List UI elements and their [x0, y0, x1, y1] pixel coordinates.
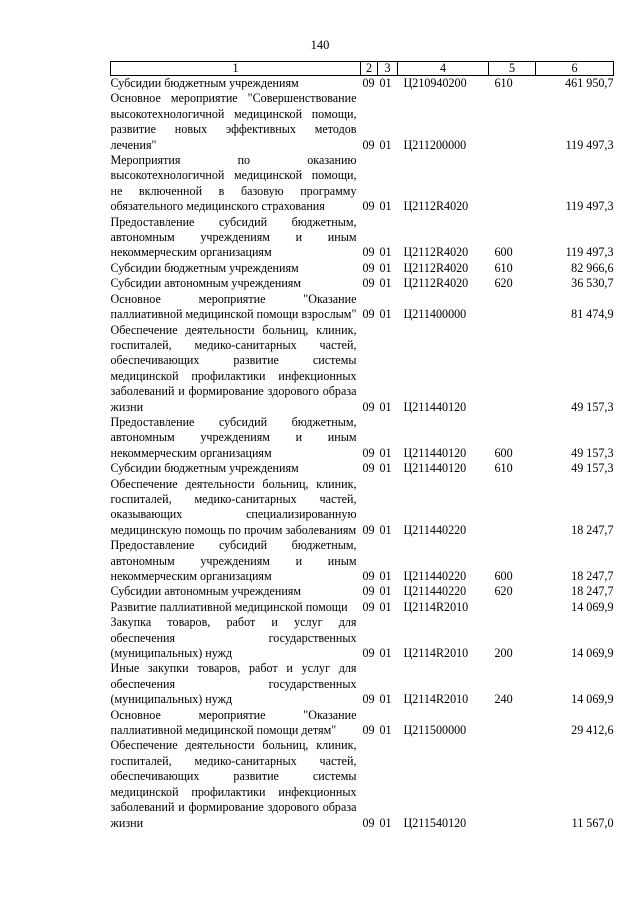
row-subsection-cell: 01: [379, 569, 392, 583]
table-row: [111, 538, 614, 584]
table-row: [111, 600, 614, 615]
row-expense-type-cell: [489, 708, 536, 739]
row-expense-type-cell: 200: [494, 646, 513, 661]
header-cell-expense-type: 5: [489, 62, 536, 76]
row-target-cell: Ц211200000: [403, 137, 467, 152]
row-subsection-cell: 01: [379, 76, 392, 90]
row-subsection-cell: 01: [379, 522, 392, 537]
row-subsection-cell: 01: [379, 399, 392, 414]
row-subsection-cell: 01: [379, 646, 392, 661]
row-target-cell: Ц2112R4020: [403, 199, 469, 214]
row-expense-type-cell: [489, 477, 536, 539]
row-expense-type-cell: 600: [494, 245, 513, 260]
row-amount-cell: 49 157,3: [571, 445, 614, 460]
row-amount-cell: 119 497,3: [565, 245, 614, 260]
row-name-cell: Субсидии автономным учреждениям: [110, 584, 302, 599]
row-amount-cell: 18 247,7: [571, 522, 614, 537]
row-section-cell: 09: [362, 137, 375, 152]
row-section-cell: 09: [362, 815, 375, 830]
row-subsection-cell: 01: [379, 815, 392, 830]
row-name-cell: Основное мероприятие "Оказание паллиативной медицинской помощи взрослым": [110, 291, 357, 322]
row-subsection-cell: 01: [379, 445, 392, 460]
row-expense-type-cell: 620: [494, 276, 513, 291]
table-row: [111, 415, 614, 461]
header-cell-amount: 6: [536, 62, 614, 76]
row-expense-type-cell: [489, 323, 536, 415]
row-subsection-cell: 01: [379, 276, 392, 291]
row-target-cell: Ц211440220: [403, 569, 467, 583]
row-section-cell: 09: [362, 76, 375, 90]
row-subsection-cell: 01: [379, 723, 392, 738]
row-section-cell: 09: [362, 399, 375, 414]
table-row: [111, 153, 614, 215]
row-expense-type-cell: 240: [494, 692, 513, 707]
row-target-cell: Ц211440120: [403, 461, 467, 476]
row-name-cell: Субсидии автономным учреждениям: [110, 276, 302, 291]
row-expense-type-cell: [489, 292, 536, 323]
header-cell-subsection: 3: [378, 62, 398, 76]
row-amount-cell: 81 474,9: [571, 307, 614, 322]
table-row: [111, 584, 614, 599]
row-subsection-cell: 01: [379, 599, 392, 614]
row-expense-type-cell: 610: [494, 76, 513, 90]
table-row: [111, 323, 614, 415]
row-section-cell: 09: [362, 445, 375, 460]
row-target-cell: Ц2114R2010: [403, 599, 469, 614]
row-target-cell: Ц2114R2010: [403, 646, 469, 661]
row-target-cell: Ц211400000: [403, 307, 467, 322]
row-name-cell: Развитие паллиативной медицинской помощи: [110, 599, 348, 614]
row-name-cell: Иные закупки товаров, работ и услуг для обеспечения государственных (муниципальных) нужд: [110, 661, 357, 707]
row-subsection-cell: 01: [379, 461, 392, 476]
row-target-cell: Ц211540120: [403, 815, 467, 830]
row-name-cell: Субсидии бюджетным учреждениям: [110, 260, 299, 275]
row-amount-cell: 36 530,7: [571, 276, 614, 291]
row-section-cell: 09: [362, 199, 375, 214]
row-amount-cell: 461 950,7: [565, 76, 614, 90]
row-target-cell: Ц211440220: [403, 522, 467, 537]
budget-table: [110, 61, 614, 831]
row-expense-type-cell: [489, 153, 536, 215]
table-row: [111, 708, 614, 739]
row-amount-cell: 29 412,6: [571, 723, 614, 738]
page-number: 140: [310, 38, 330, 52]
row-target-cell: Ц211500000: [403, 723, 467, 738]
row-subsection-cell: 01: [379, 245, 392, 260]
row-name-cell: Предоставление субсидий бюджетным, автономным учреждениям и иным некоммерческим организациям: [110, 414, 357, 460]
row-target-cell: Ц211440120: [403, 445, 467, 460]
row-amount-cell: 14 069,9: [571, 599, 614, 614]
table-row: [111, 261, 614, 276]
table-row: [111, 91, 614, 153]
row-expense-type-cell: 600: [494, 445, 513, 460]
table-row: [111, 461, 614, 476]
row-amount-cell: 18 247,7: [571, 584, 614, 599]
row-name-cell: Обеспечение деятельности больниц, клиник, госпиталей, медико-санитарных частей, обеспечивающих развитие системы медицинской профилактики инфекционных заболеваний и формирование здорового образа жизни: [110, 322, 357, 414]
table-row: [111, 276, 614, 291]
table-row: [111, 615, 614, 661]
row-amount-cell: 49 157,3: [571, 461, 614, 476]
row-section-cell: 09: [362, 522, 375, 537]
row-expense-type-cell: 620: [494, 584, 513, 599]
header-row: [111, 62, 614, 76]
row-name-cell: Закупка товаров, работ и услуг для обеспечения государственных (муниципальных) нужд: [110, 615, 357, 661]
row-expense-type-cell: 600: [494, 569, 513, 583]
row-target-cell: Ц2114R2010: [403, 692, 469, 707]
row-target-cell: Ц2112R4020: [403, 276, 469, 291]
header-cell-section: 2: [361, 62, 378, 76]
row-subsection-cell: 01: [379, 199, 392, 214]
row-name-cell: Предоставление субсидий бюджетным, автономным учреждениям и иным некоммерческим организациям: [110, 214, 357, 260]
row-section-cell: 09: [362, 723, 375, 738]
row-expense-type-cell: [489, 600, 536, 615]
table-row: [111, 661, 614, 707]
row-subsection-cell: 01: [379, 260, 392, 275]
row-name-cell: Субсидии бюджетным учреждениям: [110, 461, 299, 476]
table-row: [111, 215, 614, 261]
row-target-cell: Ц210940200: [403, 76, 467, 90]
row-target-cell: Ц2112R4020: [403, 260, 469, 275]
row-section-cell: 09: [362, 584, 375, 599]
row-section-cell: 09: [362, 569, 375, 583]
table-row: [111, 738, 614, 830]
row-target-cell: Ц211440120: [403, 399, 467, 414]
table-row: [111, 292, 614, 323]
row-amount-cell: 11 567,0: [571, 815, 614, 830]
table-header: [111, 62, 614, 76]
header-cell-name: 1: [111, 62, 361, 76]
row-section-cell: 09: [362, 646, 375, 661]
row-section-cell: 09: [362, 276, 375, 291]
row-target-cell: Ц211440220: [403, 584, 467, 599]
row-amount-cell: 119 497,3: [565, 137, 614, 152]
row-amount-cell: 119 497,3: [565, 199, 614, 214]
row-section-cell: 09: [362, 245, 375, 260]
row-amount-cell: 18 247,7: [571, 569, 614, 583]
row-section-cell: 09: [362, 461, 375, 476]
table-row: [111, 477, 614, 539]
row-subsection-cell: 01: [379, 584, 392, 599]
row-expense-type-cell: 610: [494, 461, 513, 476]
row-name-cell: Основное мероприятие "Совершенствование высокотехнологичной медицинской помощи, развитие новых эффективных методов лечения": [110, 91, 357, 152]
table-row: [111, 76, 614, 92]
row-name-cell: Мероприятия по оказанию высокотехнологичной медицинской помощи, не включенной в базовую программу обязательного медицинского страхования: [110, 153, 357, 214]
row-amount-cell: 49 157,3: [571, 399, 614, 414]
row-name-cell: Субсидии бюджетным учреждениям: [110, 76, 299, 90]
row-amount-cell: 14 069,9: [571, 692, 614, 707]
row-subsection-cell: 01: [379, 692, 392, 707]
row-name-cell: Обеспечение деятельности больниц, клиник, госпиталей, медико-санитарных частей, обеспечивающих развитие системы медицинской профилактики инфекционных заболеваний и формирование здорового образа жизни: [110, 738, 357, 830]
row-expense-type-cell: [489, 91, 536, 153]
row-expense-type-cell: [489, 738, 536, 830]
row-subsection-cell: 01: [379, 137, 392, 152]
row-section-cell: 09: [362, 692, 375, 707]
header-cell-target: 4: [398, 62, 489, 76]
row-section-cell: 09: [362, 260, 375, 275]
row-amount-cell: 14 069,9: [571, 646, 614, 661]
table-body: [111, 76, 614, 831]
row-name-cell: Предоставление субсидий бюджетным, автономным учреждениям и иным некоммерческим организациям: [110, 538, 357, 583]
row-amount-cell: 82 966,6: [571, 260, 614, 275]
row-name-cell: Основное мероприятие "Оказание паллиативной медицинской помощи детям": [110, 707, 357, 738]
row-subsection-cell: 01: [379, 307, 392, 322]
row-expense-type-cell: 610: [494, 260, 513, 275]
row-name-cell: Обеспечение деятельности больниц, клиник, госпиталей, медико-санитарных частей, оказывающих специализированную медицинскую помощь по прочим заболеваниям: [110, 476, 357, 537]
row-section-cell: 09: [362, 307, 375, 322]
row-section-cell: 09: [362, 599, 375, 614]
row-target-cell: Ц2112R4020: [403, 245, 469, 260]
